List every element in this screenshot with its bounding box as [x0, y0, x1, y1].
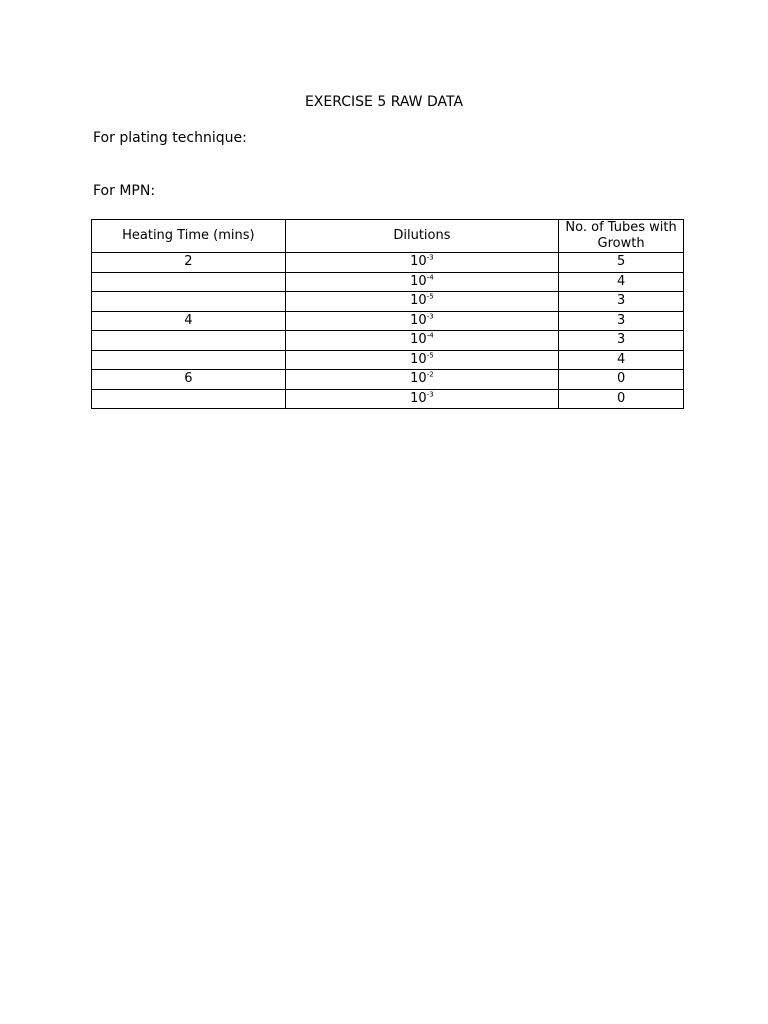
- table-header-row: [92, 220, 684, 253]
- dilution-exponent: -5: [426, 351, 434, 360]
- dilution-base: 10: [410, 293, 427, 309]
- cell-dilution: [285, 253, 559, 273]
- document-title: EXERCISE 5 RAW DATA: [304, 94, 464, 110]
- dilution-base: 10: [410, 332, 427, 348]
- header-tubes-with-growth: No. of Tubes with Growth: [559, 220, 684, 253]
- cell-tubes: 0: [559, 389, 684, 409]
- dilution-exponent: -2: [426, 370, 434, 379]
- cell-dilution: [285, 350, 559, 370]
- cell-dilution: [285, 370, 559, 390]
- cell-dilution: [285, 272, 559, 292]
- cell-tubes: 5: [559, 253, 684, 273]
- cell-heating-time: [92, 331, 286, 351]
- dilution-exponent: -3: [426, 390, 434, 399]
- cell-dilution: [285, 311, 559, 331]
- dilution-base: 10: [410, 371, 427, 387]
- cell-heating-time: [92, 389, 286, 409]
- header-heating-time: Heating Time (mins): [92, 220, 286, 253]
- mpn-data-table: [91, 219, 684, 409]
- mpn-label: For MPN:: [93, 183, 156, 199]
- table-row: [92, 292, 684, 312]
- cell-tubes: 3: [559, 292, 684, 312]
- cell-tubes: 4: [559, 272, 684, 292]
- table-row: [92, 331, 684, 351]
- dilution-base: 10: [410, 254, 427, 270]
- cell-tubes: 3: [559, 311, 684, 331]
- dilution-base: 10: [410, 351, 427, 367]
- cell-heating-time: [92, 292, 286, 312]
- dilution-base: 10: [410, 312, 427, 328]
- table-row: [92, 253, 684, 273]
- dilution-base: 10: [410, 273, 427, 289]
- dilution-exponent: -4: [426, 273, 434, 282]
- plating-technique-label: For plating technique:: [93, 130, 247, 146]
- cell-tubes: 4: [559, 350, 684, 370]
- cell-heating-time: 2: [92, 253, 286, 273]
- header-dilutions: Dilutions: [285, 220, 559, 253]
- table-row: [92, 350, 684, 370]
- cell-dilution: [285, 292, 559, 312]
- cell-dilution: [285, 389, 559, 409]
- table-row: [92, 311, 684, 331]
- cell-heating-time: 4: [92, 311, 286, 331]
- cell-tubes: 0: [559, 370, 684, 390]
- dilution-exponent: -3: [426, 253, 434, 262]
- table-row: [92, 272, 684, 292]
- dilution-exponent: -3: [426, 312, 434, 321]
- dilution-exponent: -4: [426, 331, 434, 340]
- cell-heating-time: 6: [92, 370, 286, 390]
- dilution-base: 10: [410, 390, 427, 406]
- table-row: [92, 370, 684, 390]
- cell-heating-time: [92, 350, 286, 370]
- cell-heating-time: [92, 272, 286, 292]
- dilution-exponent: -5: [426, 292, 434, 301]
- cell-tubes: 3: [559, 331, 684, 351]
- table-row: [92, 389, 684, 409]
- cell-dilution: [285, 331, 559, 351]
